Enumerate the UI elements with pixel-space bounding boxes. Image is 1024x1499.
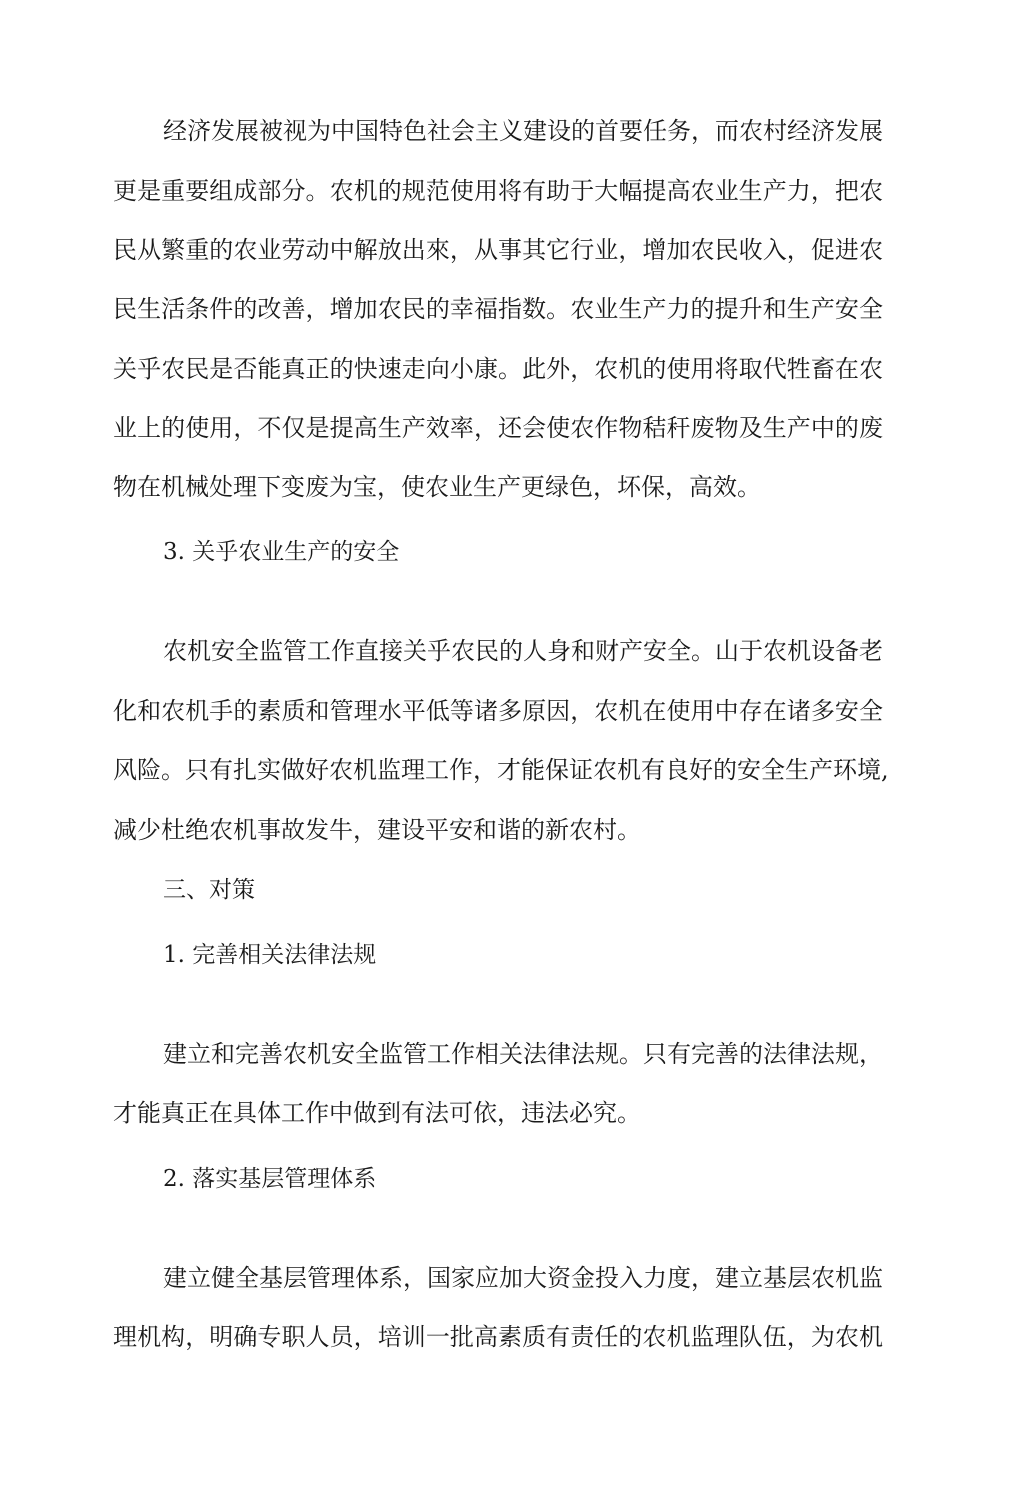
text-line: 减少杜绝农机事故发牛，建设平安和谐的新农村。 [113, 816, 641, 844]
section-countermeasures: 三、对策 [163, 877, 255, 903]
text-line: 关乎农民是否能真正的快速走向小康。此外，农机的使用将取代牲畜在农 [113, 355, 883, 383]
text-line: 业上的使用，不仅是提高生产效率，还会使农作物秸秆废物及生产中的废 [113, 414, 883, 442]
text-line: 民生活条件的改善，增加农民的幸福指数。农业生产力的提升和生产安全 [113, 295, 883, 323]
heading-production-safety: 3. 关乎农业生产的安全 [163, 539, 400, 565]
text-line: 建立健全基层管理体系，国家应加大资金投入力度，建立基层农机监 [163, 1264, 883, 1292]
text-line: 经济发展被视为中国特色社会主义建设的首要任务，而农村经济发展 [163, 117, 883, 145]
text-line: 化和农机手的素质和管理水平低等诸多原因，农机在使用中存在诸多安全 [113, 697, 883, 725]
heading-laws-regulations: 1. 完善相关法律法规 [163, 942, 377, 968]
text-line: 才能真正在具体工作中做到有法可依，违法必究。 [113, 1099, 641, 1127]
text-line: 理机构，明确专职人员，培训一批高素质有责任的农机监理队伍，为农机 [113, 1323, 883, 1351]
text-line: 农机安全监管工作直接关乎农民的人身和财产安全。山于农机设备老 [163, 637, 883, 665]
heading-grassroots-management: 2. 落实基层管理体系 [163, 1166, 377, 1192]
text-line: 物在机械处理下变废为宝，使农业生产更绿色，坏保，高效。 [113, 473, 761, 501]
text-line: 风险。只有扎实做好农机监理工作，才能保证农机有良好的安全生产环境, [113, 756, 889, 784]
text-line: 民从繁重的农业劳动中解放出來，从事其它行业，增加农民收入，促进农 [113, 236, 883, 264]
text-line: 更是重要组成部分。农机的规范使用将有助于大幅提高农业生产力，把农 [113, 177, 883, 205]
text-line: 建立和完善农机安全监管工作相关法律法规。只有完善的法律法规， [163, 1040, 883, 1068]
